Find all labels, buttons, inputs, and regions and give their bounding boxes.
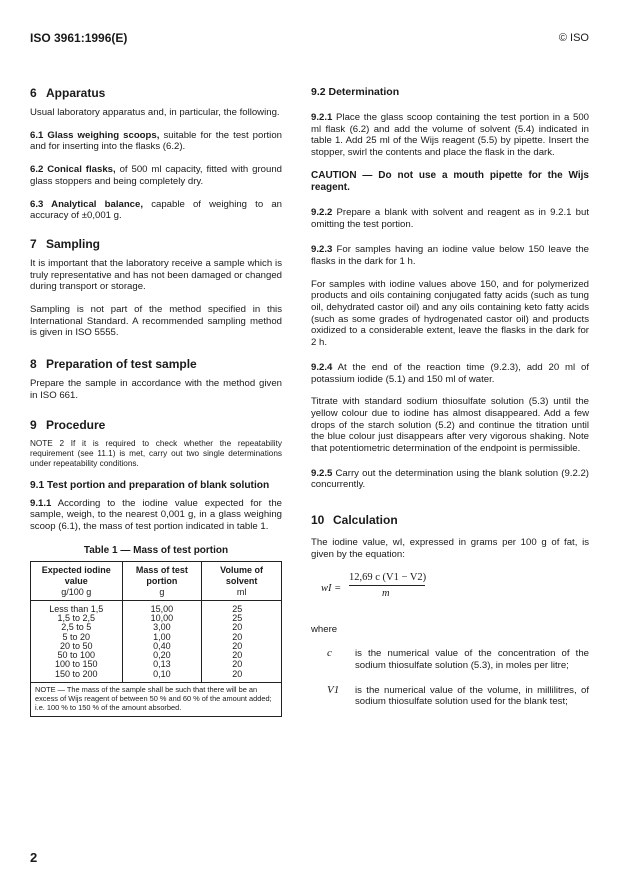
table-row: 50 to 100 0,20 20 xyxy=(31,651,282,660)
item-9-2-5: 9.2.5 Carry out the determination using the blank solution (9.2.2) concurrently. xyxy=(311,467,589,491)
note-2: NOTE 2 If it is required to check whether the repeatability requirement (see 11.1) is met, carry out two single determinations under repeatability conditions. xyxy=(30,438,282,468)
header-publisher: © ISO xyxy=(558,32,589,44)
item-9-2-1: 9.2.1 Place the glass scoop containing the test portion in a 500 ml flask (6.2) and add the volume of solvent (5.4) indicated in table 1. Add 25 ml of the Wijs reagent (5.5) by pipette. Insert the stopper, swirl the contents and place the flask in the dark. xyxy=(311,112,589,159)
section-9-1-heading: 9.1 Test portion and preparation of blank solution xyxy=(30,479,270,491)
right-column xyxy=(311,76,589,721)
table-row: 5 to 20 1,00 20 xyxy=(31,633,282,642)
definition-text: is the numerical value of the volume, in millilitres, of sodium thiosulfate solution used for the blank test; xyxy=(355,684,589,708)
table-row: 100 to 150 0,13 20 xyxy=(31,660,282,669)
item-9-2-4-para-2: Titrate with standard sodium thiosulfate solution (5.3) until the yellow colour due to iodine has almost disappeared. Add a few drops of the starch solution (5.2) and continue the titration until the blue colour just disappears after very vigorous shaking. Note that potentiometric determination of the endpoint is permissible. xyxy=(311,396,589,455)
section-8-para-1: Prepare the sample in accordance with the method given in ISO 661. xyxy=(30,378,282,401)
table-row: Less than 1,5 15,00 25 xyxy=(31,600,282,614)
section-6-intro: Usual laboratory apparatus and, in particular, the following. xyxy=(30,107,280,118)
definition-v1 xyxy=(311,685,589,708)
table-1-caption: Table 1 — Mass of test portion xyxy=(83,544,229,556)
equation-numerator: 12,69 c (V1 − V2) xyxy=(349,571,427,583)
fraction-bar xyxy=(349,585,425,586)
section-8-heading: 8 Preparation of test sample xyxy=(30,357,197,372)
section-6-heading: 6 Apparatus xyxy=(30,86,106,100)
left-column xyxy=(30,76,282,717)
table-unit: ml xyxy=(202,587,282,600)
where-label: where xyxy=(311,623,338,635)
table-header: Volume of solvent xyxy=(202,562,282,588)
item-9-1-1: 9.1.1 According to the iodine value expected for the sample, weigh, to the nearest 0,001 g, in a glass weighing scoop (6.1), the mass of test portion indicated in table 1. xyxy=(30,497,282,532)
definition-c xyxy=(311,648,589,671)
table-header: Mass of test portion xyxy=(122,562,202,588)
table-row: 1,5 to 2,5 10,00 25 xyxy=(31,614,282,623)
page-number: 2 xyxy=(30,850,38,865)
item-9-2-2: 9.2.2 Prepare a blank with solvent and reagent as in 9.2.1 but omitting the test portion. xyxy=(311,206,589,230)
item-6-2: 6.2 Conical flasks, of 500 ml capacity, fitted with ground glass stoppers and being completely dry. xyxy=(30,164,283,187)
table-1 xyxy=(30,561,282,716)
section-7-para-1: It is important that the laboratory receive a sample which is truly representative and has not been damaged or changed during transport or storage. xyxy=(30,257,282,293)
item-9-2-3: 9.2.3 For samples having an iodine value below 150 leave the flasks in the dark for 1 h. xyxy=(311,244,589,267)
iodine-value-equation xyxy=(311,572,589,612)
section-7-para-2: Sampling is not part of the method specified in this International Standard. A recommended sampling method is given in ISO 5555. xyxy=(30,304,282,339)
section-9-2-heading: 9.2 Determination xyxy=(311,86,400,98)
table-row: 150 to 200 0,10 20 xyxy=(31,670,282,683)
section-9-heading: 9 Procedure xyxy=(30,417,106,432)
definition-text: is the numerical value of the concentration of the sodium thiosulfate solution (5.3), in moles per litre; xyxy=(355,648,589,671)
table-row: 2,5 to 5 3,00 20 xyxy=(31,623,282,632)
caution-notice: CAUTION — Do not use a mouth pipette for the Wijs reagent. xyxy=(311,169,589,193)
table-unit: g xyxy=(122,587,202,600)
header-standard: ISO 3961:1996(E) xyxy=(30,31,128,45)
table-note: NOTE — The mass of the sample shall be such that there will be an excess of Wijs reagent of between 50 % and 60 % of the amount added; i.e. 100 % to 150 % of the amount absorbed. xyxy=(31,683,282,717)
section-10-intro: The iodine value, wI, expressed in grams per 100 g of fat, is given by the equation: xyxy=(311,537,589,560)
equation-lhs: wI = xyxy=(321,582,342,594)
equation-denominator: m xyxy=(382,587,390,599)
table-row: 20 to 50 0,40 20 xyxy=(31,642,282,651)
item-6-3: 6.3 Analytical balance, capable of weighing to an accuracy of ±0,001 g. xyxy=(30,198,282,222)
item-9-2-4: 9.2.4 At the end of the reaction time (9.2.3), add 20 ml of potassium iodide (5.1) and 150 ml of water. xyxy=(311,361,589,385)
section-7-heading: 7 Sampling xyxy=(30,236,101,251)
item-6-1: 6.1 Glass weighing scoops, suitable for the test portion and for inserting into the flasks (6.2). xyxy=(30,129,282,153)
table-header: Expected iodine value xyxy=(41,565,111,586)
section-10-heading: 10 Calculation xyxy=(311,513,398,528)
definition-symbol: c xyxy=(327,647,332,660)
definition-symbol: V1 xyxy=(327,683,340,696)
item-9-2-3-para-2: For samples with iodine values above 150, and for polymerized products and oils containing conjugated fatty acids (such as tung oil, dehydrated castor oil) and any oils containing keto fatty acids (such as some grades of hydrogenated castor oil) and products oxidized to a considerable extent, leave the flasks in the dark for 2 h. xyxy=(311,278,589,349)
table-unit: g/100 g xyxy=(31,587,123,600)
